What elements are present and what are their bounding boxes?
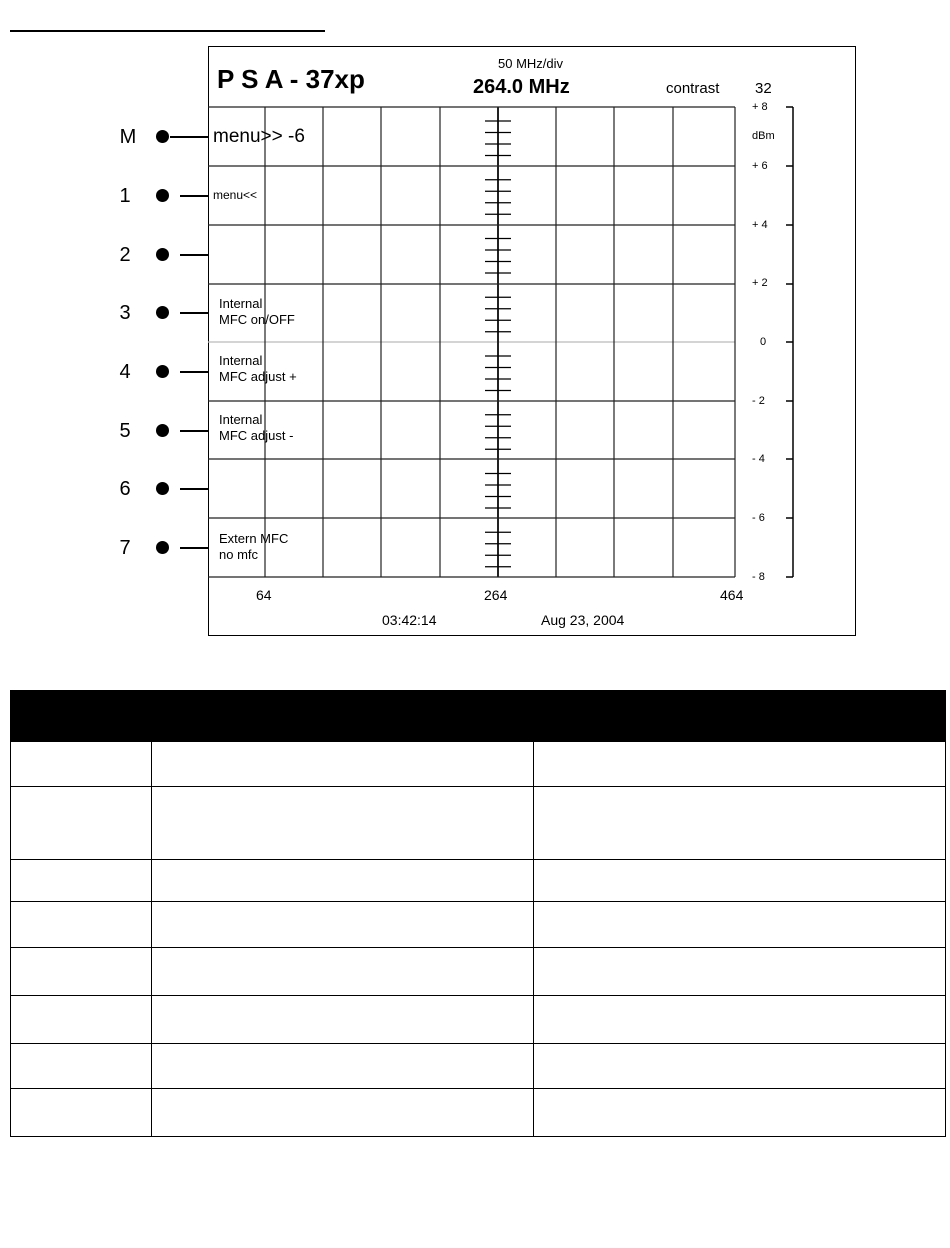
table-cell [152, 1089, 534, 1137]
table-cell [11, 787, 152, 860]
table-row [11, 787, 946, 860]
button-label-6: 6 [119, 478, 131, 500]
table-cell [11, 1044, 152, 1089]
table-cell [534, 787, 946, 860]
button-label-2: 2 [119, 244, 131, 266]
screen-title: P S A - 37xp [217, 64, 365, 94]
button-label-m: M [119, 126, 137, 148]
table-row [11, 742, 946, 787]
y-tick-label: + 2 [752, 277, 768, 289]
table-cell [11, 902, 152, 948]
table-cell [152, 742, 534, 787]
table-cell [152, 860, 534, 902]
table-cell [534, 902, 946, 948]
table-cell [152, 996, 534, 1044]
table-cell [534, 948, 946, 996]
softkey-label-4-line1: Internal [219, 353, 263, 368]
table-cell [152, 902, 534, 948]
button-label-5: 5 [119, 420, 131, 442]
table-cell [11, 996, 152, 1044]
y-tick-label: + 6 [752, 160, 768, 172]
softkey-label-1: menu<< [213, 188, 258, 202]
table-header-cell [11, 691, 152, 742]
y-tick-label: - 6 [752, 512, 765, 524]
table-cell [11, 1089, 152, 1137]
table-header-row [11, 691, 946, 742]
center-frequency: 264.0 MHz [473, 76, 570, 98]
table-row [11, 1089, 946, 1137]
status-time: 03:42:14 [382, 612, 437, 628]
table-cell [152, 948, 534, 996]
unit-label: dBm [752, 130, 775, 142]
button-label-1: 1 [119, 185, 131, 207]
table-header-cell [152, 691, 534, 742]
button-label-4: 4 [119, 361, 131, 383]
softkey-label-5-line1: Internal [219, 412, 263, 427]
contrast-label: contrast [666, 80, 720, 97]
y-tick-label: - 4 [752, 453, 765, 465]
contrast-value: 32 [755, 80, 772, 97]
y-tick-label: - 8 [752, 571, 765, 583]
table-row [11, 1044, 946, 1089]
table-cell [11, 948, 152, 996]
x-tick-label: 464 [720, 587, 744, 603]
y-tick-label: - 2 [752, 395, 765, 407]
x-tick-label: 64 [256, 587, 272, 603]
reference-table [10, 690, 946, 1137]
softkey-label-m: menu>> -6 [213, 126, 305, 147]
scale-label: 50 MHz/div [498, 56, 564, 71]
softkey-label-4 [219, 353, 297, 385]
table-row [11, 860, 946, 902]
y-tick-label: 0 [760, 336, 767, 348]
table-cell [11, 742, 152, 787]
table-cell [534, 1089, 946, 1137]
table-cell [152, 787, 534, 860]
softkey-label-5-line2: MFC adjust - [219, 428, 294, 443]
status-date: Aug 23, 2004 [541, 612, 625, 628]
table-cell [534, 996, 946, 1044]
softkey-label-3 [219, 296, 295, 328]
table-cell [534, 742, 946, 787]
button-label-3: 3 [119, 302, 131, 324]
y-tick-label: + 8 [752, 101, 768, 113]
table-cell [534, 1044, 946, 1089]
table-row [11, 996, 946, 1044]
table-row [11, 948, 946, 996]
softkey-label-3-line1: Internal [219, 296, 263, 311]
button-label-7: 7 [119, 537, 131, 559]
table-header-cell [534, 691, 946, 742]
y-tick-label: + 4 [752, 219, 768, 231]
softkey-label-3-line2: MFC on/OFF [219, 312, 295, 327]
softkey-label-7 [219, 531, 288, 563]
softkey-label-4-line2: MFC adjust + [219, 369, 297, 384]
softkey-label-7-line2: no mfc [219, 547, 259, 562]
softkey-label-5 [219, 412, 293, 444]
table-cell [534, 860, 946, 902]
table-cell [152, 1044, 534, 1089]
table-cell [11, 860, 152, 902]
table-row [11, 902, 946, 948]
x-tick-label: 264 [484, 587, 508, 603]
softkey-label-7-line1: Extern MFC [219, 531, 289, 546]
